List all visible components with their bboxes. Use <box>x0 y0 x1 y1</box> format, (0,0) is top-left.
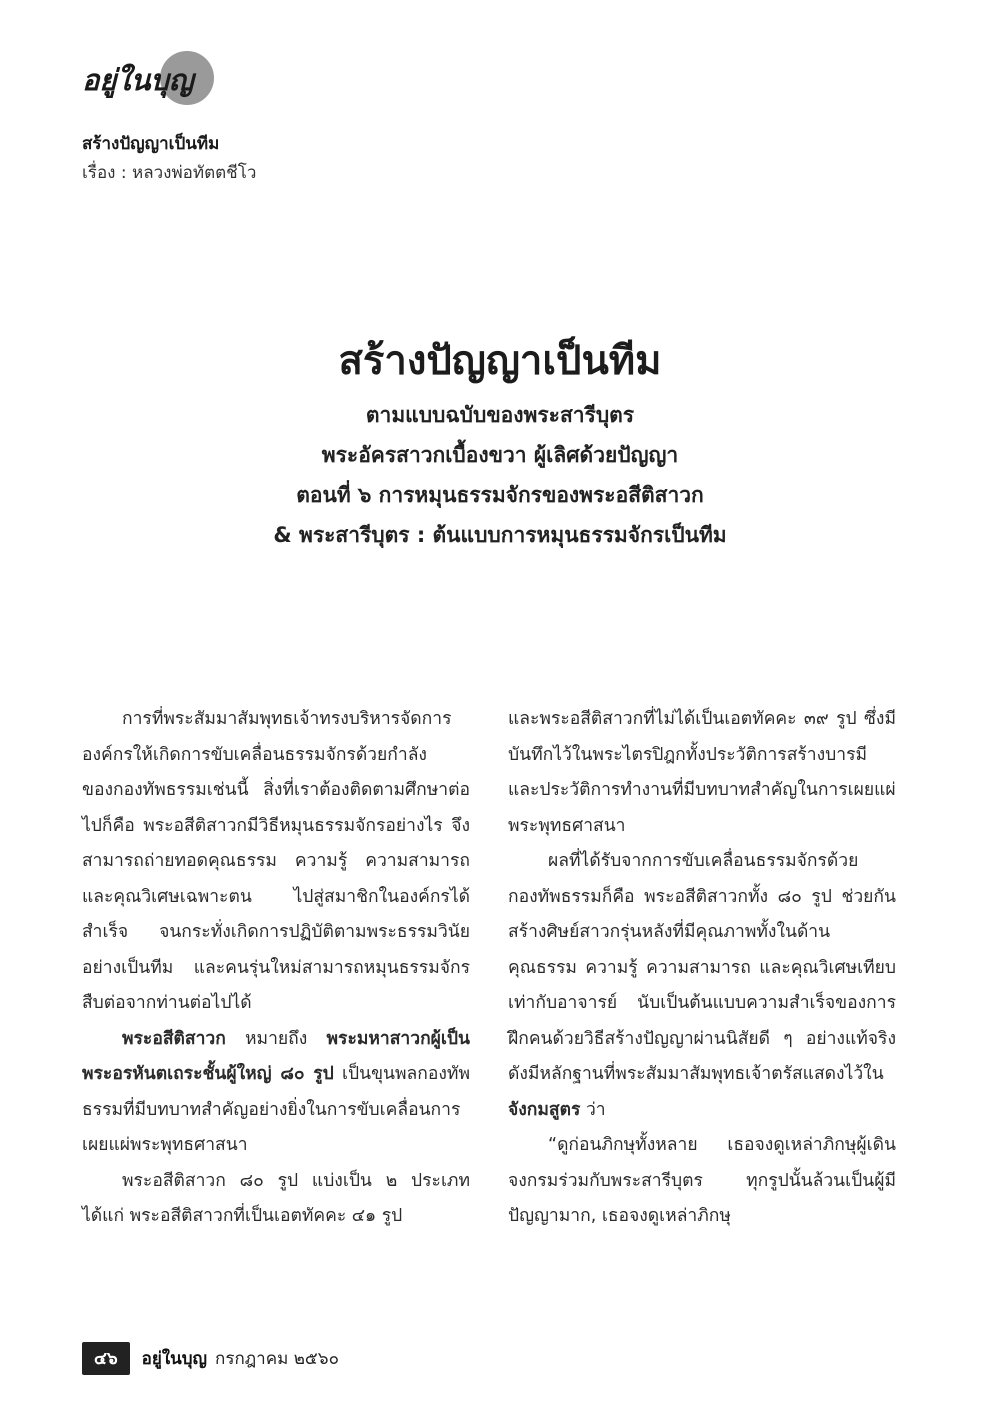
footer-magazine-name: อยู่ในบุญ <box>141 1348 208 1369</box>
paragraph: การที่พระสัมมาสัมพุทธเจ้าทรงบริหารจัดการองค์กรให้เกิดการขับเคลื่อนธรรมจักรด้วยกำลังของกองทัพธรรมเช่นนี้ สิ่งที่เราต้องติดตามศึกษาต่อไปก็คือ พระอสีติสาวกมีวิธีหมุนธรรมจักรอย่างไร จึงสามารถถ่ายทอดคุณธรรม ความรู้ ความสามารถ และคุณวิเศษเฉพาะตน ไปสู่สมาชิกในองค์กรได้สำเร็จ จนกระทั่งเกิดการปฏิบัติตามพระธรรมวินัยอย่างเป็นทีม และคนรุ่นใหม่สามารถหมุนธรรมจักรสืบต่อจากท่านต่อไปได้ <box>82 709 470 1013</box>
title-block <box>0 338 1000 556</box>
main-title: สร้างปัญญาเป็นทีม <box>338 338 662 384</box>
logo-text: อยู่ในบุญ <box>82 63 194 97</box>
text-run: ผลที่ได้รับจากการขับเคลื่อนธรรมจักรด้วยกองทัพธรรมก็คือ พระอสีติสาวกทั้ง ๘๐ รูป ช่วยกันสร้างศิษย์สาวกรุ่นหลังที่มีคุณภาพทั้งในด้านคุณธรรม ความรู้ ความสามารถ และคุณวิเศษเทียบเท่ากับอาจารย์ นับเป็นต้นแบบความสำเร็จของการฝึกคนด้วยวิธีสร้างปัญญาผ่านนิสัยดี ๆ อย่างแท้จริง ดังมีหลักฐานที่พระสัมมาสัมพุทธเจ้าตรัสแสดงไว้ใน <box>508 851 896 1084</box>
subtitle-line: ตอนที่ ๖ การหมุนธรรมจักรของพระอสีติสาวก <box>296 482 704 507</box>
bold-term: พระมหาสาวกผู้เป็นพระอรหันตเถระชั้นผู้ใหญ่ ๘๐ รูป <box>82 1028 470 1084</box>
subtitle-line: พระอัครสาวกเบื้องขวา ผู้เลิศด้วยปัญญา <box>321 442 679 467</box>
page-number: ๔๖ <box>82 1342 130 1375</box>
footer-issue-date: กรกฎาคม ๒๕๖๐ <box>215 1348 339 1369</box>
paragraph: “ดูก่อนภิกษุทั้งหลาย เธอจงดูเหล่าภิกษุผู้เดินจงกรมร่วมกับพระสารีบุตร ทุกรูปนั้นล้วนเป็นผู้มีปัญญามาก, เธอจงดูเหล่าภิกษุ <box>508 1135 896 1226</box>
paragraph <box>82 1022 470 1164</box>
bold-term: พระอสีติสาวก <box>122 1028 226 1049</box>
paragraph <box>508 844 896 1128</box>
magazine-logo <box>80 48 220 110</box>
article-title-small: สร้างปัญญาเป็นทีม <box>82 134 220 154</box>
body-column-left <box>82 702 470 1235</box>
paragraph: พระอสีติสาวก ๘๐ รูป แบ่งเป็น ๒ ประเภท ได้แก่ พระอสีติสาวกที่เป็นเอตทัคคะ ๔๑ รูป <box>82 1170 470 1226</box>
subtitle-line: ตามแบบฉบับของพระสารีบุตร <box>365 403 635 427</box>
text-run: เป็นขุนพลกองทัพธรรมที่มีบทบาทสำคัญอย่างยิ่งในการขับเคลื่อนการเผยแผ่พระพุทธศาสนา <box>82 1064 470 1155</box>
text-run: หมายถึง <box>225 1028 327 1049</box>
paragraph: และพระอสีติสาวกที่ไม่ได้เป็นเอตทัคคะ ๓๙ รูป ซึ่งมีบันทึกไว้ในพระไตรปิฎกทั้งประวัติการสร้างบารมีและประวัติการทำงานที่มีบทบาทสำคัญในการเผยแผ่พระพุทธศาสนา <box>508 709 896 836</box>
bold-term: จังกมสูตร <box>508 1099 581 1120</box>
page-footer <box>82 1343 339 1373</box>
subtitle-line: & พระสารีบุตร : ต้นแบบการหมุนธรรมจักรเป็นทีม <box>273 522 727 547</box>
logo-graphic <box>80 48 220 110</box>
text-run: ว่า <box>580 1099 606 1120</box>
body-column-right <box>508 702 896 1235</box>
story-author-line: เรื่อง : หลวงพ่อทัตตชีโว <box>82 163 257 183</box>
